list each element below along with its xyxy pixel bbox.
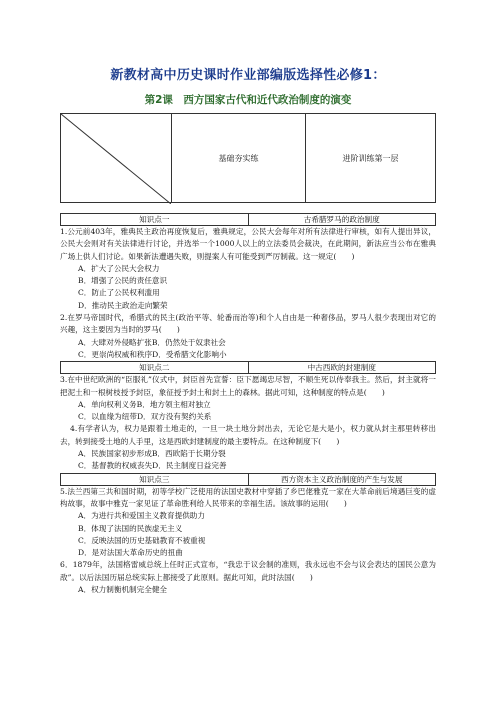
question-4-options-cd: C．基督教的权威丧失D．民主制度日益完善 (78, 461, 227, 471)
section-header-3 (60, 473, 436, 486)
section-header-2 (60, 361, 436, 374)
document-title: 新教材高中历史课时作业部编版选择性必修1： (110, 68, 386, 83)
section-2-label: 知识点二 (61, 362, 249, 373)
question-1-option-d: D．推动民主政治走向繁荣 (78, 300, 168, 310)
section-2-topic: 中古西欧的封建制度 (307, 363, 376, 373)
header-table (60, 113, 436, 203)
question-3-options-cd: C．以血缘为纽带D．双方没有契约关系 (78, 412, 212, 422)
question-1-option-c: C．防止了公民权利滥用 (78, 288, 160, 298)
section-3-label: 知识点三 (61, 474, 249, 485)
question-3-options-ab: A．单向权利义务B．地方领主相对独立 (78, 399, 211, 409)
diagonal-cell (61, 114, 172, 203)
question-4-options-ab: A．民族国家初步形成B．西欧陷于长期分裂 (78, 449, 226, 459)
section-1-topic: 古希腊罗马的政治制度 (303, 215, 380, 224)
section-1-label: 知识点一 (61, 214, 249, 225)
question-1-stem: 1.公元前403年，雅典民主政治再度恢复后，雅典规定，公民大会每年对所有法律进行审核，如有人提出异议，公民大会则对有关法律进行讨论，并选举一个1000人以上的立法委员会裁决，在此期间，新法应当公布在雅典广场上供人们讨论。如果新法遭遇失败，则提案人有可能受到严厉制裁。这一规定( ) (60, 227, 436, 261)
section-3-topic: 西方资本主义政治制度的产生与发展 (281, 474, 403, 484)
question-5-option-a: A．为进行共和爱国主义教育提供助力 (78, 511, 205, 521)
question-5-option-b: B．体现了法国的民族虚无主义 (78, 523, 183, 533)
question-4-stem: 4.有学者认为，权力是跟着土地走的，一旦一块土地分封出去，无论它是大是小，权力就从封主那里转移出去，转到接受土地的人手里，这是西欧封建制度的最主要特点。在这种制度下( ) (60, 424, 436, 446)
question-3-stem: 3.在中世纪欧洲的“臣服礼”仪式中，封臣首先宣誓：臣下愿竭忠尽智，不顺生死以侍奉我主。然后，封主就将一把泥土和一根树枝授予封臣，象征授予封土和封土上的森林。据此可知，这种制度的特点是( ) (60, 375, 436, 397)
question-5-stem: 5.法兰西第三共和国时期，初等学校广泛使用的法国史教材中穿插了乡巴佬雅克一家在大革命前后境遇巨变的虚构故事，故事中雅克一家见证了革命胜利给人民带来的幸福生活。该故事的运用( ) (60, 486, 436, 508)
question-6-stem: 6．1879年，法国格雷威总统上任时正式宣布，“我忠于议会制的准则，我永远也不会与议会表达的国民公意为敌”。以后法国历届总统实际上都接受了此原则。据此可知，此时法国( ) (60, 560, 436, 582)
question-2-stem: 2.在罗马帝国时代，希腊式的民主(政治平等、轮番而治等)和个人自由是一种奢侈品，罗马人很少表现出对它的兴趣，这主要因为当时的罗马( ) (60, 313, 436, 335)
question-2-options-cd: C．更崇尚权威和秩序D．受希腊文化影响小 (78, 349, 227, 359)
question-5-option-d: D．是对法国大革命历史的扭曲 (78, 548, 183, 558)
question-1-option-a: A．扩大了公民大会权力 (78, 263, 160, 273)
question-5-option-c: C．反映法国的历史基础教育不被重视 (78, 535, 206, 545)
question-6-option-a: A．权力制衡机制完全健全 (78, 585, 168, 595)
diagonal-line (61, 114, 171, 204)
advanced-training-cell: 进阶训练第一层 (306, 114, 436, 203)
section-header-1 (60, 213, 436, 226)
lesson-subtitle: 第2课 西方国家古代和近代政治制度的演变 (144, 94, 352, 106)
question-1-option-b: B．增强了公民的责任意识 (78, 276, 168, 286)
content-area (60, 213, 436, 596)
basic-practice-cell: 基础夯实练 (172, 114, 306, 203)
question-2-options-ab: A．大肆对外侵略扩张B．仍然处于奴隶社会 (78, 337, 226, 347)
